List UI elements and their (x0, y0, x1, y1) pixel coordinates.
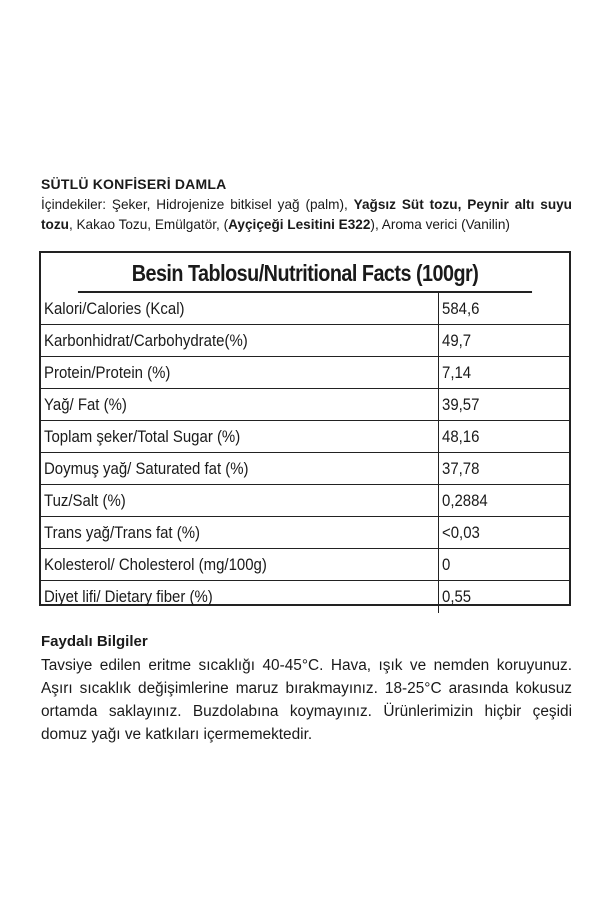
info-text: Tavsiye edilen eritme sıcaklığı 40-45°C. Hava, ışık ve nemden koruyunuz. Aşırı sıcaklık değişimlerine maruz bırakmayınız. 18-25°C arasında kokusuz ortamda saklayınız. Buzdolabına koymayınız. Ürünlerimizin hiçbir çeşidi domuz yağı ve katkıları içermemektedir. (41, 657, 572, 743)
row-value: 48,16 (442, 427, 480, 446)
table-row (41, 357, 569, 389)
row-label: Diyet lifi/ Dietary fiber (%) (41, 581, 439, 613)
ingredients-part-3: ), Aroma verici (Vanilin) (370, 217, 510, 232)
table-row (41, 517, 569, 549)
ingredients-bold-1: Yağsız Süt tozu, Peynir altı suyu tozu (41, 197, 572, 232)
info-title: Faydalı Bilgiler (41, 633, 148, 650)
row-label: Kolesterol/ Cholesterol (mg/100g) (41, 549, 439, 580)
table-row (41, 581, 569, 613)
row-value: 37,78 (442, 459, 480, 478)
row-value: 0,55 (442, 587, 472, 606)
row-value: 0 (442, 555, 451, 574)
table-row (41, 389, 569, 421)
ingredients-part-1: İçindekiler: Şeker, Hidrojenize bitkisel yağ (palm), (41, 197, 354, 212)
ingredients-text (41, 195, 572, 235)
table-row (41, 485, 569, 517)
ingredients-part-2: , Kakao Tozu, Emülgatör, ( (68, 217, 229, 232)
nutrition-table-header: Besin Tablosu/Nutritional Facts (100gr) (78, 253, 532, 293)
product-title: SÜTLÜ KONFİSERİ DAMLA (41, 176, 227, 192)
row-label: Protein/Protein (%) (41, 357, 439, 388)
row-value: 39,57 (442, 395, 480, 414)
row-label: Kalori/Calories (Kcal) (41, 293, 439, 324)
table-row (41, 325, 569, 357)
row-value: <0,03 (442, 523, 480, 542)
row-value: 584,6 (442, 299, 480, 318)
ingredients-bold-2: Ayçiçeği Lesitini E322 (228, 217, 371, 232)
row-label: Doymuş yağ/ Saturated fat (%) (41, 453, 439, 484)
nutrition-table (39, 251, 571, 606)
row-label: Toplam şeker/Total Sugar (%) (41, 421, 439, 452)
table-row (41, 293, 569, 325)
row-label: Karbonhidrat/Carbohydrate(%) (41, 325, 439, 356)
row-value: 0,2884 (442, 491, 488, 510)
row-value: 49,7 (442, 331, 472, 350)
row-label: Tuz/Salt (%) (41, 485, 439, 516)
table-row (41, 453, 569, 485)
row-label: Trans yağ/Trans fat (%) (41, 517, 439, 548)
table-row (41, 549, 569, 581)
table-row (41, 421, 569, 453)
row-label: Yağ/ Fat (%) (41, 389, 439, 420)
row-value: 7,14 (442, 363, 472, 382)
